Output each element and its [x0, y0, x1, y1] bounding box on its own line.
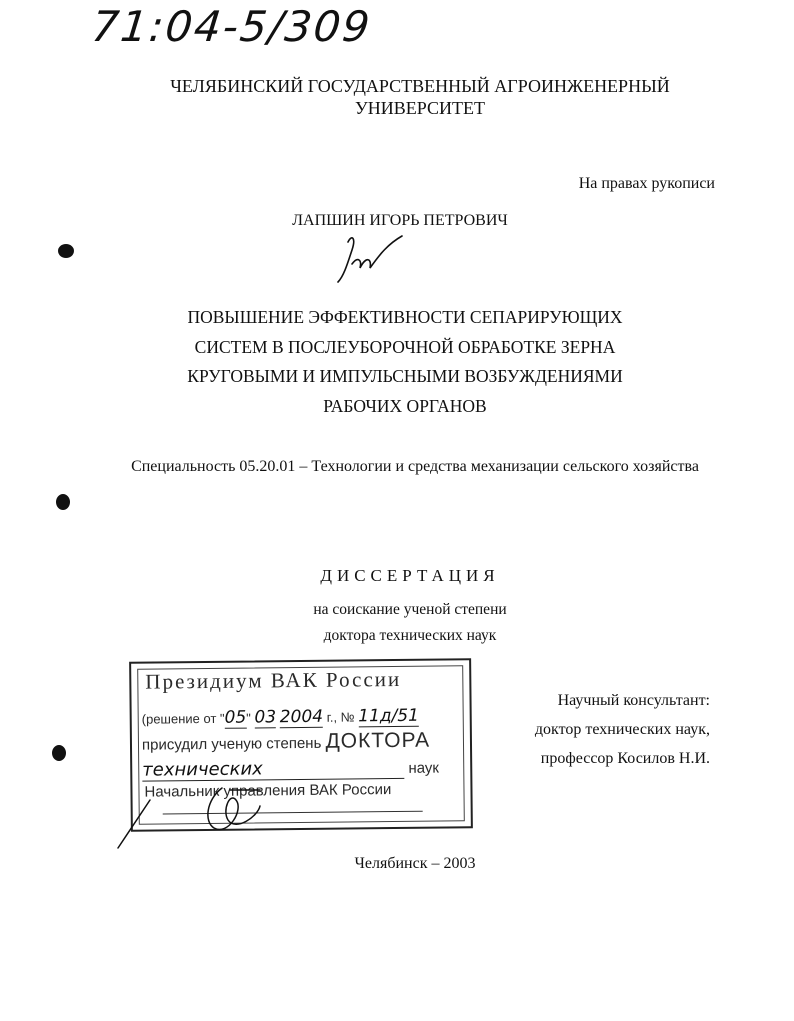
archive-code: 71:04-5/309 [89, 2, 374, 51]
consultant-label: Научный консультант: [557, 692, 710, 709]
punch-hole-mark [52, 745, 66, 761]
scientific-consultant [500, 686, 710, 773]
degree-sought [200, 597, 620, 649]
document-type: ДИССЕРТАЦИЯ [320, 566, 500, 585]
stamp-field-handwritten: технических [142, 757, 404, 782]
stamp-decision: (решение от "05" 03 2004 г., № 11д/51 [141, 705, 420, 728]
dissertation-title: ПОВЫШЕНИЕ ЭФФЕКТИВНОСТИ СЕПАРИРУЮЩИХ СИСТЕМ В ПОСЛЕУБОРОЧНОЙ ОБРАБОТКЕ ЗЕРНА КРУГОВЫМИ И ИМПУЛЬСНЫМИ ВОЗБУЖДЕНИЯМИ РАБОЧИХ ОРГАНОВ [187, 307, 623, 416]
degree-line-2: доктора технических наук [323, 627, 497, 644]
stamp-award-prefix: присудил ученую степень [141, 734, 322, 754]
stamp-decision-year: 2004 [279, 706, 324, 728]
stamp-signature [110, 770, 300, 850]
stamp-decision-month: 03 [254, 707, 277, 728]
author-signature [330, 230, 420, 290]
stamp-award-degree: ДОКТОРА [325, 728, 431, 753]
punch-hole-mark [58, 244, 74, 258]
stamp-decision-day: 05 [224, 707, 247, 728]
rights-note: На правах рукописи [578, 175, 715, 192]
stamp-award [142, 729, 430, 756]
city-year: Челябинск – 2003 [354, 855, 476, 872]
stamp-header: Президиум ВАК России [145, 666, 402, 694]
specialty: Специальность 05.20.01 – Технологии и средства механизации сельского хозяйства [131, 458, 699, 475]
consultant-name: профессор Косилов Н.И. [540, 750, 710, 767]
author-name: ЛАПШИН ИГОРЬ ПЕТРОВИЧ [292, 212, 508, 229]
stamp-decision-suffix: г., № [326, 709, 355, 725]
consultant-degree: доктор технических наук, [534, 721, 710, 738]
stamp-chief: Начальник управления ВАК России [144, 781, 392, 801]
stamp-decision-number: 11д/51 [358, 705, 420, 727]
punch-hole-mark [56, 494, 70, 510]
stamp-decision-prefix: (решение от [141, 710, 217, 727]
university-name: ЧЕЛЯБИНСКИЙ ГОСУДАРСТВЕННЫЙ АГРОИНЖЕНЕРНЫЙ УНИВЕРСИТЕТ [170, 76, 670, 118]
degree-line-1: на соискание ученой степени [313, 601, 507, 618]
stamp-field-suffix: наук [408, 759, 440, 777]
